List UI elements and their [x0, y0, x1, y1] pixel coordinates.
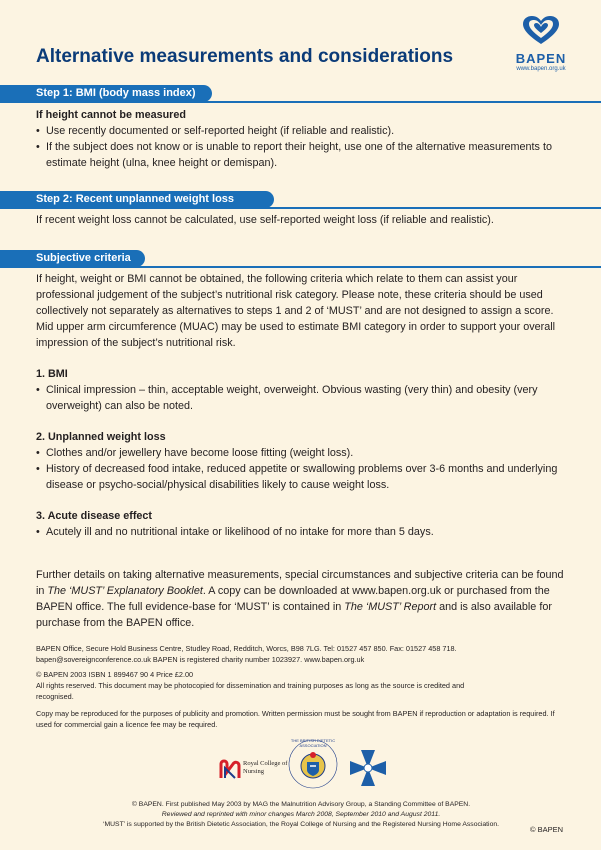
bmi-section [36, 366, 566, 414]
step1-heading: If height cannot be measured [36, 109, 186, 121]
rcn-label: Royal College of Nursing [243, 760, 288, 775]
acute-disease-heading: 3. Acute disease effect [36, 510, 153, 522]
maltese-cross-icon [349, 749, 387, 787]
publication-line: © BAPEN. First published May 2003 by MAG the Malnutrition Advisory Group, a Standing Committee of BAPEN. [131, 801, 471, 808]
list-item: • History of decreased food intake, reduced appetite or swallowing problems over 3-6 months and underlying disease or psycho-social/physical disabilities likely to cause weight loss. [36, 461, 566, 493]
report-title: The ‘MUST’ Report [344, 601, 437, 613]
step1-section [36, 107, 566, 171]
rcn-icon [219, 758, 241, 780]
bapen-heart-icon [521, 16, 561, 46]
list-item: • If the subject does not know or is unable to report their height, use one of the alternative measurements to estimate height (ulna, knee height or demispan). [36, 139, 566, 171]
step2-text: If recent weight loss cannot be calculated, use self-reported weight loss (if reliable and realistic). [36, 214, 494, 226]
further-text: Further details on taking alternative measurements, special circumstances and subjective criteria can be found in [36, 569, 564, 597]
corner-copyright: © BAPEN [530, 825, 564, 834]
publication-info [36, 800, 566, 830]
logo-name: BAPEN [515, 51, 567, 66]
bda-logo [288, 738, 338, 790]
further-text: . A copy can be downloaded at www.bapen.org.uk or purchased from the BAPEN office. The full evidence-base for ‘MUST’ is contained in [36, 585, 550, 613]
further-details [36, 567, 566, 631]
list-item: • Clothes and/or jewellery have become loose fitting (weight loss). [36, 445, 566, 461]
further-text: and is also available for purchase from the BAPEN office. [36, 601, 552, 629]
bda-label: THE BRITISH DIETETIC ASSOCIATION [290, 738, 336, 748]
logo-url: www.bapen.org.uk [516, 66, 566, 72]
booklet-title: The ‘MUST’ Explanatory Booklet [47, 585, 203, 597]
bapen-logo [511, 16, 571, 72]
office-address: BAPEN Office, Secure Hold Business Centre, Studley Road, Redditch, Worcs, B98 7LG. Tel: 01527 457 850. Fax: 01527 458 718. bapen@sovereignconference.co.uk BAPEN is registered charity number 1023927. www.bapen.org.uk [36, 644, 457, 664]
acute-disease-section [36, 508, 566, 540]
copyright-line: © BAPEN 2003 ISBN 1 899467 90 4 Price £2.00 [36, 670, 194, 679]
rcn-logo [219, 756, 299, 782]
weight-loss-section [36, 429, 566, 493]
copy-text: Copy may be reproduced for the purposes of publicity and promotion. Written permission must be sought from BAPEN if reproduction or adaptation is required. If used for commercial gain a licence fee may be required. [36, 709, 555, 729]
weight-loss-heading: 2. Unplanned weight loss [36, 431, 166, 443]
subjective-intro: If height, weight or BMI cannot be obtained, the following criteria which relate to them can assist your professional judgement of the subject’s nutritional risk category. Please note, these criteria should be used collectively not separately as alternatives to steps 1 and 2 of ‘MUST’ and are not designed to assign a score. Mid upper arm circumference (MUAC) may be used to estimate BMI category in order to support your overall impression of the subject’s nutritional risk. [36, 273, 556, 349]
page-title: Alternative measurements and considerations [36, 46, 454, 67]
step2-banner: Step 2: Recent unplanned weight loss [0, 191, 274, 208]
list-item: • Acutely ill and no nutritional intake or likelihood of no intake for more than 5 days. [36, 524, 566, 540]
list-item: • Use recently documented or self-reported height (if reliable and realistic). [36, 123, 566, 139]
subjective-banner: Subjective criteria [0, 250, 145, 267]
publication-line: Reviewed and reprinted with minor changes March 2008, September 2010 and August 2011. [161, 811, 441, 818]
publication-line: ‘MUST’ is supported by the British Dietetic Association, the Royal College of Nursing and the Registered Nursing Home Association. [102, 821, 500, 828]
bmi-heading: 1. BMI [36, 368, 68, 380]
step1-banner: Step 1: BMI (body mass index) [0, 85, 212, 102]
rnha-logo [349, 749, 387, 787]
list-item: • Clinical impression – thin, acceptable weight, overweight. Obvious wasting (very thin) and obesity (very overweight) can also be noted. [36, 382, 566, 414]
rights-text: All rights reserved. This document may be photocopied for dissemination and training purposes as long as the source is credited and recognised. [36, 681, 465, 701]
